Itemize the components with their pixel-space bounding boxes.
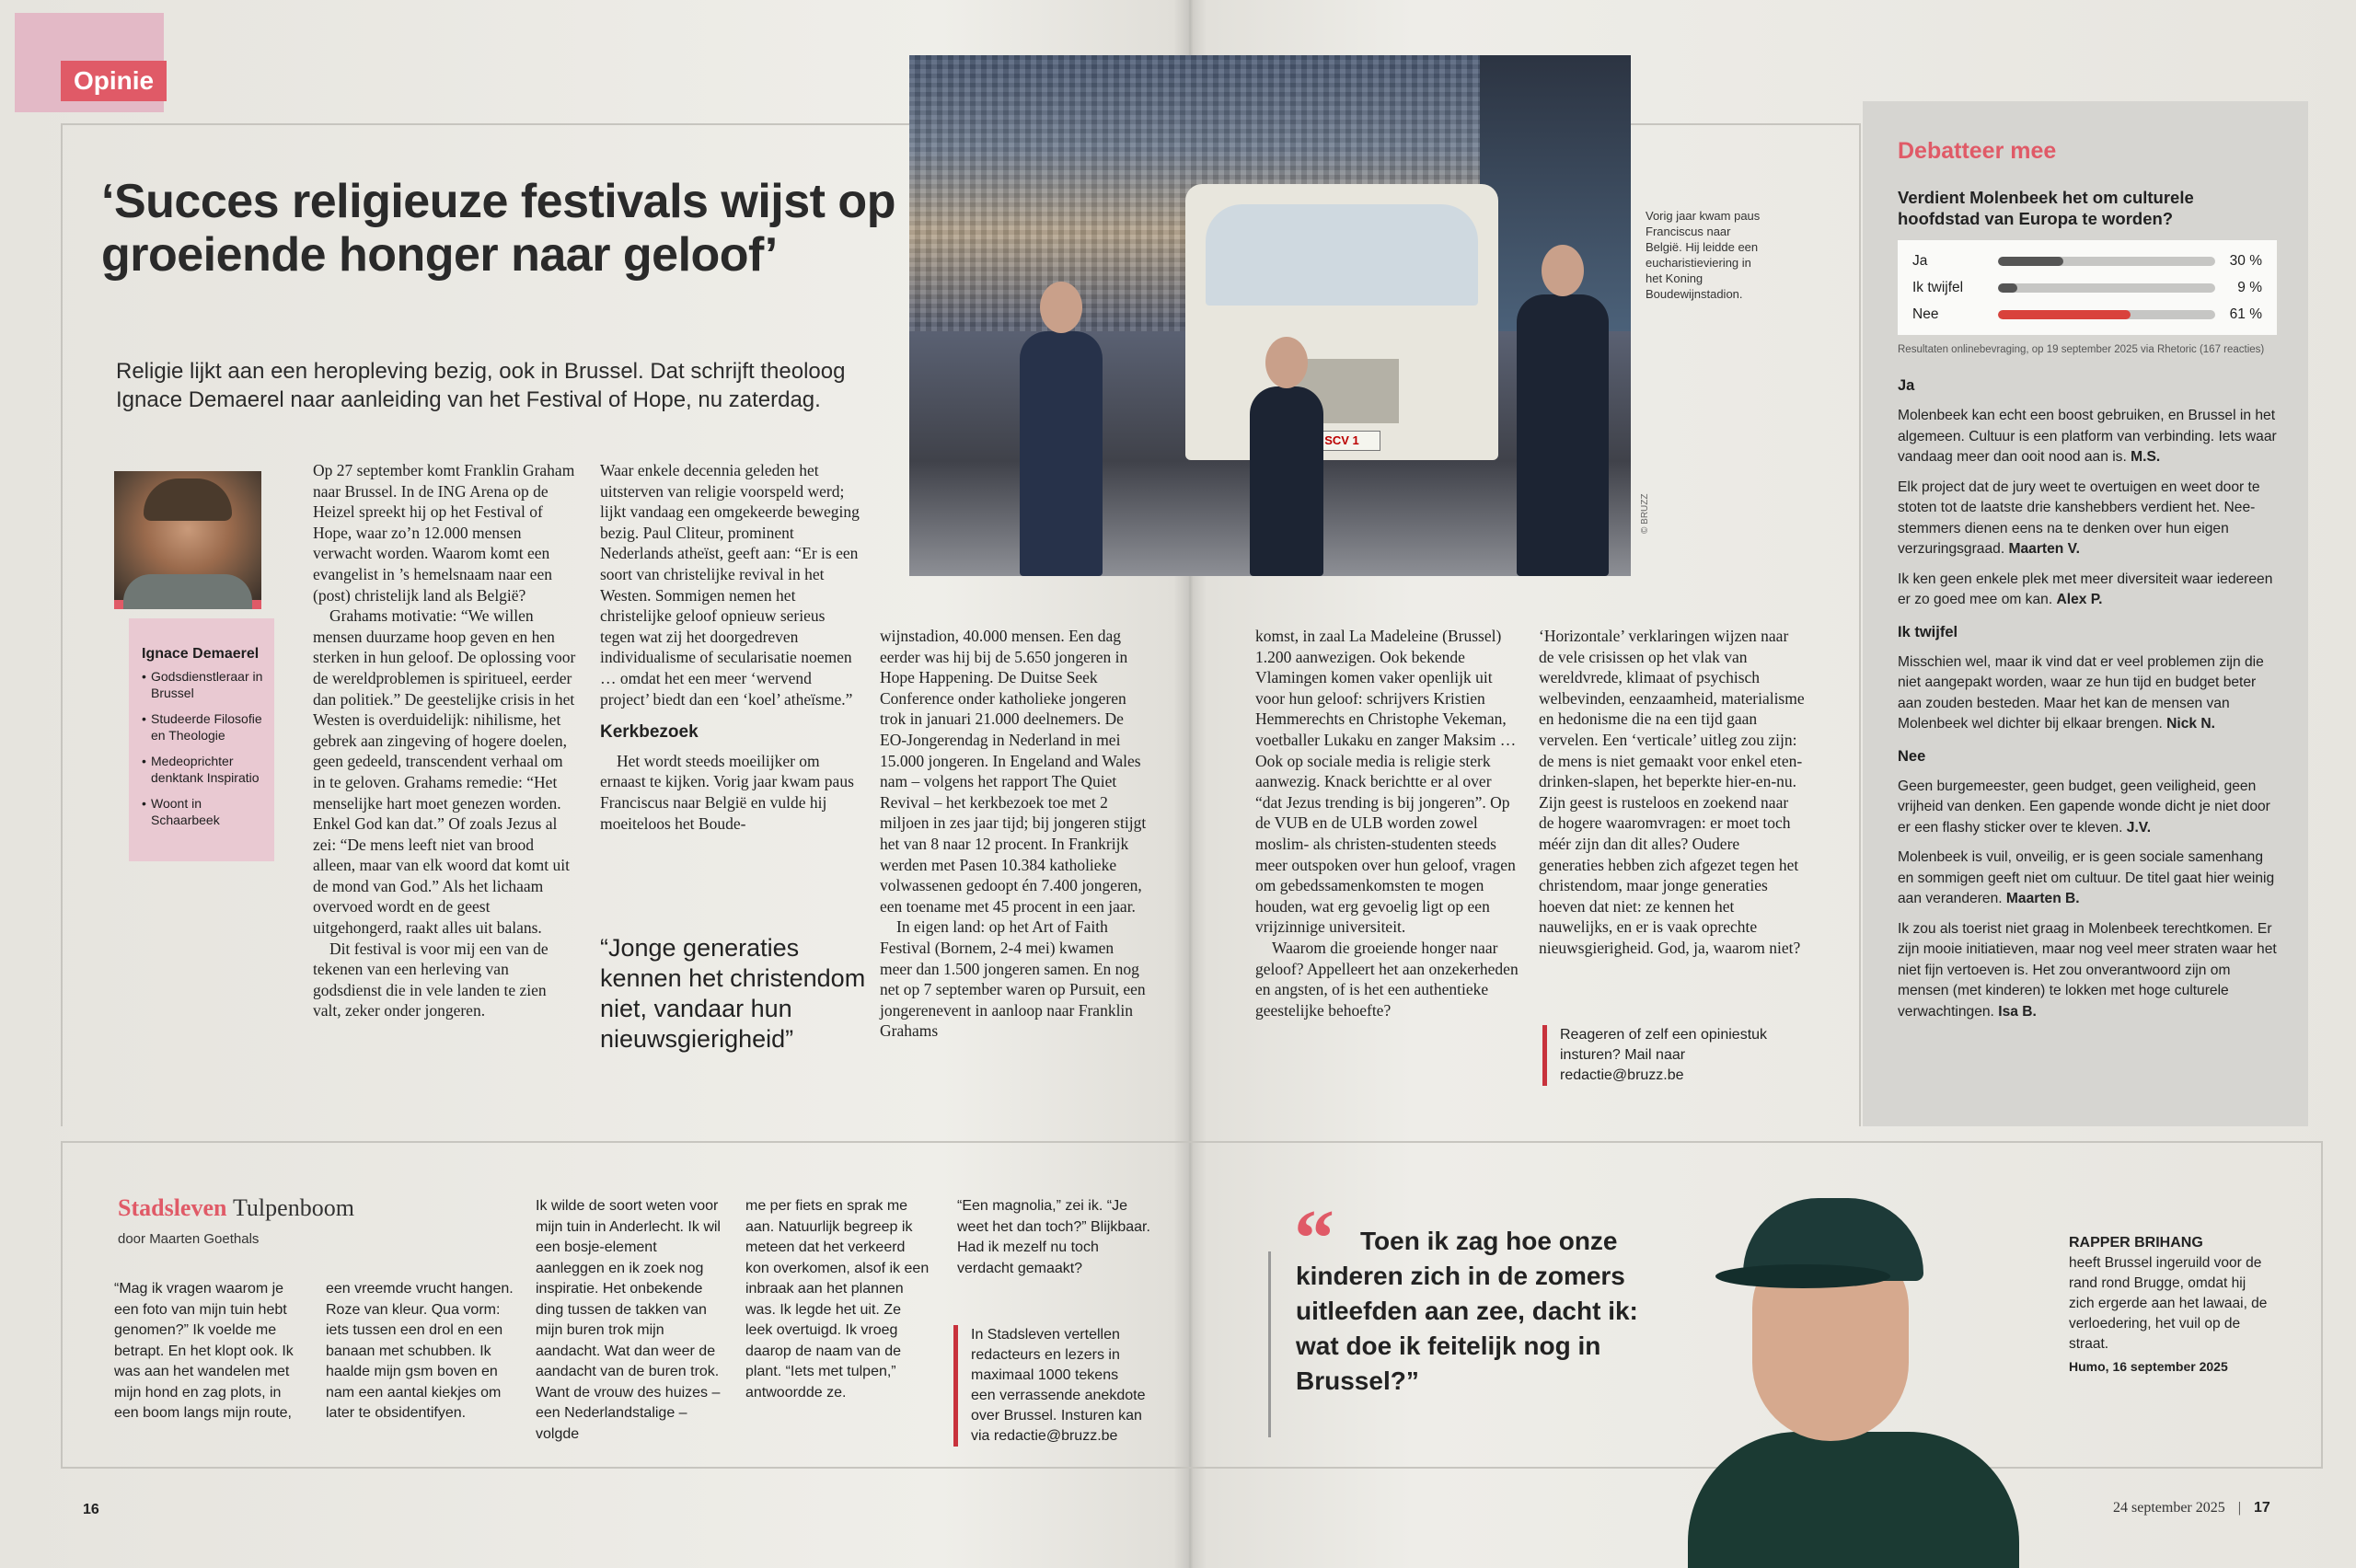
poll-option-label: Ik twijfel — [1912, 279, 1964, 295]
crowd-figure — [1020, 331, 1103, 576]
article-paragraph: Het wordt steeds moeilijker om ernaast te kijken. Vorig jaar kwam paus Franciscus naar België en vulde hij moeiteloos het Boude- — [600, 751, 854, 833]
stadsleven-column-4: me per fiets en sprak me aan. Natuurlijk begreep ik meteen dat het verkeerd kon overkomen, alsof ik een inbraak aan het plannen was. Ik legde het uit. Ze leek overtuigd. Ik vroeg daarop de naam van de plant. “Iets met tulpen,” antwoordde ze. — [745, 1198, 930, 1401]
reader-reaction — [1898, 847, 2277, 910]
reaction-text: Misschien wel, maar ik vind dat er veel problemen zijn die niet aangepakt worden, waar ze hun tijd en budget beter aan zouden besteden. Maar het kan de mensen van Molenbeek wel dichter bij elkaar brengen. — [1898, 653, 2264, 732]
article-lead: Religie lijkt aan een heropleving bezig, ook in Brussel. Dat schrijft theoloog Ignace Demaerel naar aanleiding van het Festival of Hope, nu zaterdag. — [116, 359, 846, 412]
bodyguard-figure — [1517, 294, 1609, 576]
reader-reaction — [1898, 919, 2277, 1023]
photo-credit: © BRUZZ — [1640, 493, 1650, 534]
poll-percentage: 9 % — [2237, 279, 2262, 295]
quote-source: Humo, 16 september 2025 — [2069, 1359, 2228, 1374]
poll-bar-track — [1998, 310, 2215, 319]
author-fact: • Medeoprichter denktank Inspiratio — [142, 753, 263, 786]
author-fact: • Godsdienstleraar in Brussel — [142, 668, 263, 701]
stadsleven-title — [118, 1194, 354, 1222]
poll-bar-fill — [1998, 310, 2131, 319]
article-paragraph: wijnstadion, 40.000 mensen. Een dag eerder was hij bij de 5.650 jongeren in Hope Happening. De Duitse Seek Conference onder katholieke jongeren trok in januari 21.000 deelnemers. De EO-Jongerendag in Nederland in mei 15.000 jongeren. In Engeland and Wales nam – volgens het rapport The Quiet Revival – het kerkbezoek toe met 2 miljoen in zes jaar tijd; bij jongeren stijgt het van 8 naar 12 procent. In Frankrijk werden met Pasen 10.384 katholieke volwassenen gedoopt én 7.400 jongeren, een toename met 45 procent in een jaar. — [880, 627, 1147, 916]
photo-caption: Vorig jaar kwam paus Franciscus naar België. Hij leidde een eucharistieviering in het Koning Boudewijnstadion. — [1646, 209, 1761, 301]
reaction-author: Maarten V. — [2008, 541, 2080, 557]
reaction-author: Maarten B. — [2005, 891, 2080, 906]
debate-question: Verdient Molenbeek het om culturele hoofdstad van Europa te worden? — [1898, 188, 2194, 228]
bodyguard-figure — [1250, 386, 1323, 576]
reader-reaction — [1898, 570, 2277, 611]
pull-quote: “Jonge generaties kennen het christendom niet, vandaar hun nieuwsgierigheid” — [600, 934, 866, 1053]
quote-mark-icon: “ — [1294, 1194, 1334, 1284]
debate-title: Debatteer mee — [1898, 138, 2057, 164]
person-head — [1040, 282, 1082, 333]
page-number-left: 16 — [83, 1502, 99, 1517]
rapper-name: RAPPER BRIHANG — [2069, 1235, 2203, 1251]
popemobile-glass — [1206, 204, 1478, 306]
author-fact: • Studeerde Filosofie en Theologie — [142, 710, 263, 744]
poll-percentage: 30 % — [2229, 252, 2262, 269]
stadsleven-byline: door Maarten Goethals — [118, 1231, 260, 1247]
reaction-text: Geen burgemeester, geen budget, geen veiligheid, geen vrijheid van denken. Een gapende wonde dicht je niet door er een flashy sticker over te kleven. — [1898, 778, 2270, 836]
rapper-jacket — [1688, 1432, 2019, 1568]
author-facts — [142, 668, 263, 828]
article-headline: ‘Succes religieuze festivals wijst op groeiende honger naar geloof’ — [101, 175, 895, 282]
author-hair — [144, 478, 232, 521]
poll-note: Resultaten onlinebevraging, op 19 september 2025 via Rhetoric (167 reacties) — [1898, 344, 2265, 355]
poll-row — [1912, 248, 2262, 274]
article-column-5 — [1539, 626, 1807, 959]
reaction-text: Molenbeek kan echt een boost gebruiken, en Brussel in het algemeen. Cultuur is een platform van verbinding. Iets waar vandaag meer dan ooit nood aan is. — [1898, 408, 2277, 465]
rapper-cap-brim — [1715, 1264, 1890, 1288]
reaction-author: M.S. — [2131, 449, 2161, 465]
reaction-author: Nick N. — [2166, 716, 2216, 732]
stadsleven-column-3: Ik wilde de soort weten voor mijn tuin in Anderlecht. Ik wil een bosje-element aanleggen en ik zoek nog inspiratie. Het onbekende ding tussen de takken van mijn buren trok mijn aandacht. Wat dan weer de aandacht van de buren trok. Want de vrouw des huizes – een Nederlandstalige – volgde — [536, 1198, 721, 1442]
poll-row — [1912, 301, 2262, 328]
article-paragraph: Dit festival is voor mij een van de tekenen van een herleving van godsdienst die in vele landen te zien valt, zeker onder jongeren. — [313, 939, 549, 1020]
author-name: Ignace Demaerel — [142, 646, 260, 662]
author-shirt — [123, 574, 252, 609]
article-paragraph: Grahams motivatie: “We willen mensen duurzame hoop geven en hen sterken in hun geloof. De oplossing voor de wereldproblemen is spiritueel, eerder dan politiek.” De geestelijke crisis in het Westen is overduidelijk: nihilisme, het gebrek aan zingeving of hogere doelen, geen gedeeld, transcendent verhaal om in te geloven. Grahams remedie: “Het menselijke hart moet genezen worden. Enkel God kan dat.” Of zoals Jezus al zei: “De mens leeft niet van brood alleen, maar van elk woord dat komt uit de mond van God.” Als het lichaam overvoed wordt en de geest uitgehongerd, raakt alles uit balans. — [313, 606, 576, 938]
issue-date: 24 september 2025 — [2113, 1500, 2225, 1516]
person-head — [1265, 337, 1308, 388]
poll-percentage: 61 % — [2229, 306, 2262, 322]
poll-bar-track — [1998, 283, 2215, 293]
reader-reaction — [1898, 652, 2277, 735]
reader-reaction — [1898, 478, 2277, 560]
poll-row — [1912, 274, 2262, 301]
poll-bar-track — [1998, 257, 2215, 266]
reactions-group-label: Ja — [1898, 377, 1915, 394]
reaction-text: Ik zou als toerist niet graag in Molenbeek terechtkomen. Er zijn mooie initiatieven, maar nog veel meer straten waar het niet fijn vertoeven is. Het zou onverantwoord zijn om mensen (met kinderen) te lokken met hoge culturele verwachtingen. — [1898, 920, 2277, 1020]
respond-box: Reageren of zelf een opiniestuk insturen? Mail naar redactie@bruzz.be — [1542, 1025, 1773, 1086]
rapper-info — [2069, 1233, 2271, 1377]
author-photo — [114, 471, 261, 609]
pope-photo — [909, 55, 1631, 576]
poll-bar-fill — [1998, 283, 2017, 293]
reaction-author: Alex P. — [2056, 592, 2103, 607]
reader-reaction — [1898, 777, 2277, 839]
reactions-group-label: Nee — [1898, 747, 1926, 765]
rapper-photo — [1651, 1156, 2065, 1568]
stadsleven-info-box: In Stadsleven vertellen redacteurs en lezers in maximaal 1000 tekens een verrassende anekdote over Brussel. Insturen kan via redactie@bruzz.be — [953, 1325, 1147, 1447]
article-column-2 — [600, 460, 860, 834]
license-plate: SCV 1 — [1303, 431, 1380, 451]
reactions-group-label: Ik twijfel — [1898, 623, 1958, 640]
author-fact: • Woont in Schaarbeek — [142, 795, 263, 828]
article-paragraph: ‘Horizontale’ verklaringen wijzen naar de vele crisissen op het vlak van wereldvrede, klimaat of psychisch welbevinden, eenzaamheid, materialisme en hedonisme die na een tijd gaan vervelen. Een ‘verticale’ uitleg zou zijn: de mens is niet gemaakt voor enkel eten-drinken-slapen, het beperkte hier-en-nu. Zijn geest is rusteloos en zoekend naar de hogere waaromvragen: er moet toch méér zijn dan dit alles? Oudere generaties hebben zich afgezet tegen het christendom, maar jonge generaties hoeven dat niet: ze kennen het nauwelijks, en er is vaak oprechte nieuwsgierigheid. God, ja, waarom niet? — [1539, 627, 1805, 957]
article-column-1 — [313, 460, 578, 1021]
reader-reaction — [1898, 406, 2277, 468]
person-head — [1542, 245, 1584, 296]
reaction-text: Ik ken geen enkele plek met meer diversiteit waar iedereen er zo goed mee om kan. — [1898, 571, 2273, 607]
stadsleven-subtitle: Tulpenboom — [232, 1194, 354, 1221]
article-paragraph: komst, in zaal La Madeleine (Brussel) 1.200 aanwezigen. Ook bekende Vlamingen komen vaker openlijk uit voor hun geloof: schrijvers Kristien Hemmerechts en Christophe Vekeman, voetballer Lukaku en zanger Maksim … Ook op sociale media is religie sterk aanwezig. Knack berichtte er al over “dat Jezus trending is bij jongeren”. Op de VUB en de ULB worden zowel moslim- als christen-studenten steeds meer outspoken over hun geloof, vragen om gebedssamenkomsten te mogen houden, wat erg gevoelig ligt op een vrijzinnige universiteit. — [1255, 627, 1517, 937]
article-column-4 — [1255, 626, 1519, 1020]
article-paragraph: Op 27 september komt Franklin Graham naar Brussel. In de ING Arena op de Heizel spreekt hij op het Festival of Hope, waar zo’n 12.000 mensen verwacht worden. Waarom komt een evangelist in ’s hemelsnaam naar een (post) christelijk land als België? — [313, 461, 575, 605]
stadsleven-column-2: een vreemde vrucht hangen. Roze van kleur. Qua vorm: iets tussen een drol en een banaan met schubben. Ik haalde mijn gsm boven en nam een aantal kiekjes om later te obsidentifyen. — [326, 1281, 514, 1421]
poll-option-label: Nee — [1912, 306, 1939, 322]
article-paragraph: In eigen land: op het Art of Faith Festival (Bornem, 2-4 mei) kwamen meer dan 1.500 jongeren samen. En nog net op 7 september waren op Pursuit, een jongerenevent in aanloop naar Franklin Grahams — [880, 917, 1146, 1041]
footer-date-line — [2113, 1500, 2270, 1516]
rapper-quote: Toen ik zag hoe onze kinderen zich in de zomers uitleefden aan zee, dacht ik: wat doe ik feitelijk nog in Brussel?” — [1296, 1227, 1638, 1395]
author-box — [129, 618, 274, 861]
stadsleven-column-5: “Een magnolia,” zei ik. “Je weet het dan toch?” Blijkbaar. Had ik mezelf nu toch verdacht gemaakt? — [957, 1198, 1150, 1276]
footer-separator: | — [2237, 1500, 2241, 1516]
article-paragraph: Waar enkele decennia geleden het uitsterven van religie voorspeld werd; lijkt vandaag een omgekeerde beweging bezig. Paul Cliteur, prominent Nederlands atheïst, geeft aan: “Er is een soort van christelijke revival in het Westen. Sommigen nemen het christelijke geloof opnieuw serieus tegen wat zij het doorgedreven individualisme of secularisatie noemen … omdat het een meer ‘wervend project’ biedt dan een ‘koel’ atheïsme.” — [600, 461, 860, 709]
poll-option-label: Ja — [1912, 252, 1928, 269]
article-paragraph: Waarom die groeiende honger naar geloof? Appelleert het aan onzekerheden en angsten, of is het een authentieke geestelijke behoefte? — [1255, 938, 1519, 1020]
article-column-3 — [880, 626, 1147, 1042]
reaction-text: Elk project dat de jury weet te overtuigen en weet door te stoten tot de laatste drie kanshebbers verdient het. Nee-stemmers dienen eens na te denken over hun eigen verzuringsgraad. — [1898, 478, 2260, 557]
poll-bar-fill — [1998, 257, 2063, 266]
reaction-author: J.V. — [2126, 819, 2152, 836]
popemobile — [1185, 184, 1498, 460]
stadsleven-column-1: “Mag ik vragen waarom je een foto van mijn tuin hebt genomen?” Ik voelde me betrapt. En het klopt ook. Ik was aan het wandelen met mijn hond en zag plots, in een boom langs mijn route, — [114, 1281, 294, 1421]
reaction-text: Molenbeek is vuil, onveilig, er is geen sociale samenhang en sommigen geeft niet om cultuur. De titel gaat hier weinig aan veranderen. — [1898, 849, 2275, 906]
article-subhead: Kerkbezoek — [600, 722, 699, 743]
page-number-right: 17 — [2253, 1500, 2270, 1516]
poll-results — [1898, 240, 2277, 335]
stadsleven-label: Stadsleven — [118, 1194, 227, 1221]
debate-sidebar — [1863, 101, 2308, 1126]
rapper-description: heeft Brussel ingeruild voor de rand rond Brugge, omdat hij zich ergerde aan het lawaai, de verloedering, het vuil op de straat. — [2069, 1255, 2268, 1352]
reaction-author: Isa B. — [1998, 1003, 2037, 1020]
quote-rule — [1268, 1251, 1271, 1437]
section-label: Opinie — [61, 61, 167, 101]
